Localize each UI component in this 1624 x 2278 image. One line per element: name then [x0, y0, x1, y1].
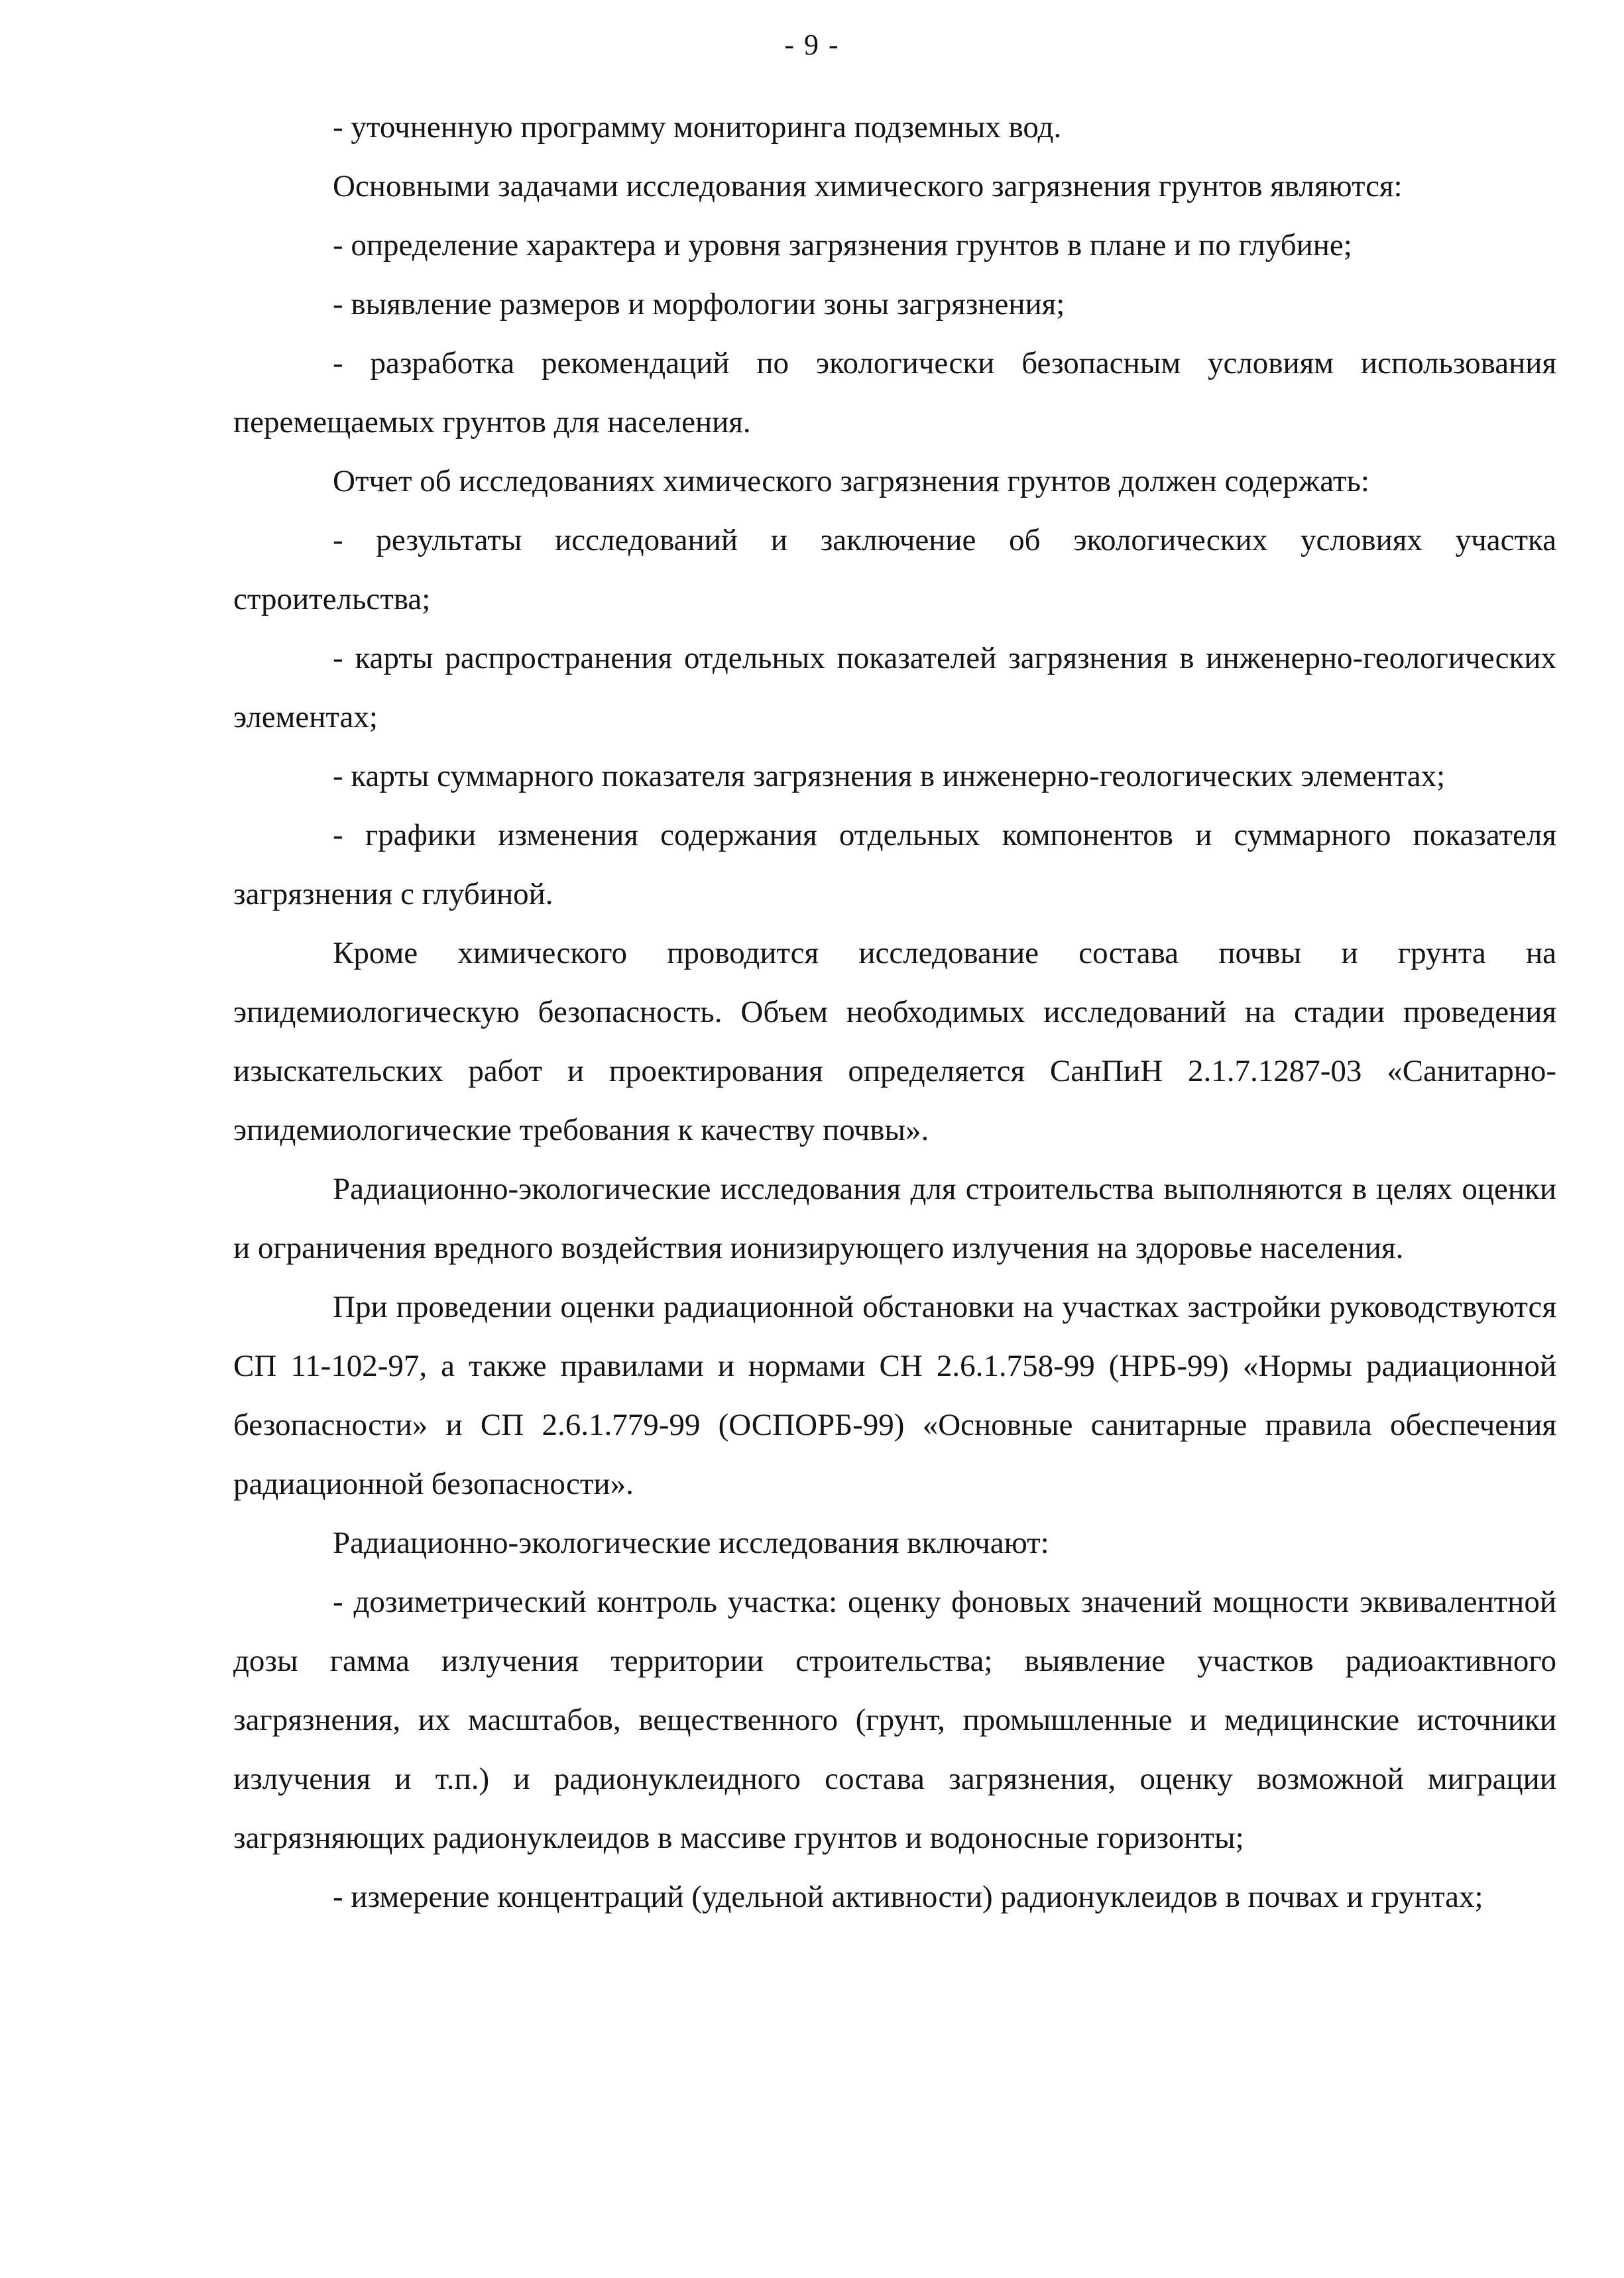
paragraph-8: - карты распространения отдельных показателей загрязнения в инженерно-геологических элементах; [233, 641, 1556, 734]
paragraph-16: - измерение концентраций (удельной активности) радионуклеидов в почвах и грунтах; [333, 1880, 1483, 1914]
paragraph-11: Кроме химического проводится исследование состава почвы и грунта на эпидемиологическую безопасность. Объем необходимых исследований на стадии проведения изыскательских работ и проектирования определяется СанПиН 2.1.7.1287-03 «Санитарно-эпидемиологические требования к качеству почвы». [233, 936, 1556, 1147]
paragraph-14: Радиационно-экологические исследования включают: [333, 1526, 1049, 1560]
paragraph-1: - уточненную программу мониторинга подземных вод. [333, 110, 1062, 144]
paragraph-12: Радиационно-экологические исследования для строительства выполняются в целях оценки и ограничения вредного воздействия ионизирующего излучения на здоровье населения. [233, 1172, 1556, 1265]
paragraph-5: - разработка рекомендаций по экологически безопасным условиям использования перемещаемых грунтов для населения. [233, 346, 1556, 439]
paragraph-7: - результаты исследований и заключение об экологических условиях участка строительства; [233, 523, 1556, 616]
paragraph-13: При проведении оценки радиационной обстановки на участках застройки руководствуются СП 11-102-97, а также правилами и нормами СН 2.6.1.758-99 (НРБ-99) «Нормы радиационной безопасности» и СП 2.6.1.779-99 (ОСПОРБ-99) «Основные санитарные правила обеспечения радиационной безопасности». [233, 1290, 1556, 1501]
paragraph-2: Основными задачами исследования химического загрязнения грунтов являются: [333, 169, 1403, 203]
paragraph-6: Отчет об исследованиях химического загрязнения грунтов должен содержать: [333, 464, 1369, 498]
document-body [233, 98, 1556, 1927]
paragraph-3: - определение характера и уровня загрязнения грунтов в плане и по глубине; [333, 228, 1352, 262]
paragraph-4: - выявление размеров и морфологии зоны загрязнения; [333, 287, 1065, 321]
paragraph-10: - графики изменения содержания отдельных компонентов и суммарного показателя загрязнения с глубиной. [233, 818, 1556, 911]
page-number: - 9 - [784, 28, 840, 61]
paragraph-15: - дозиметрический контроль участка: оценку фоновых значений мощности эквивалентной дозы гамма излучения территории строительства; выявление участков радиоактивного загрязнения, их масштабов, вещественного (грунт, промышленные и медицинские источники излучения и т.п.) и радионуклеидного состава загрязнения, оценку возможной миграции загрязняющих радионуклеидов в массиве грунтов и водоносные горизонты; [233, 1585, 1556, 1855]
paragraph-9: - карты суммарного показателя загрязнения в инженерно-геологических элементах; [333, 759, 1446, 793]
